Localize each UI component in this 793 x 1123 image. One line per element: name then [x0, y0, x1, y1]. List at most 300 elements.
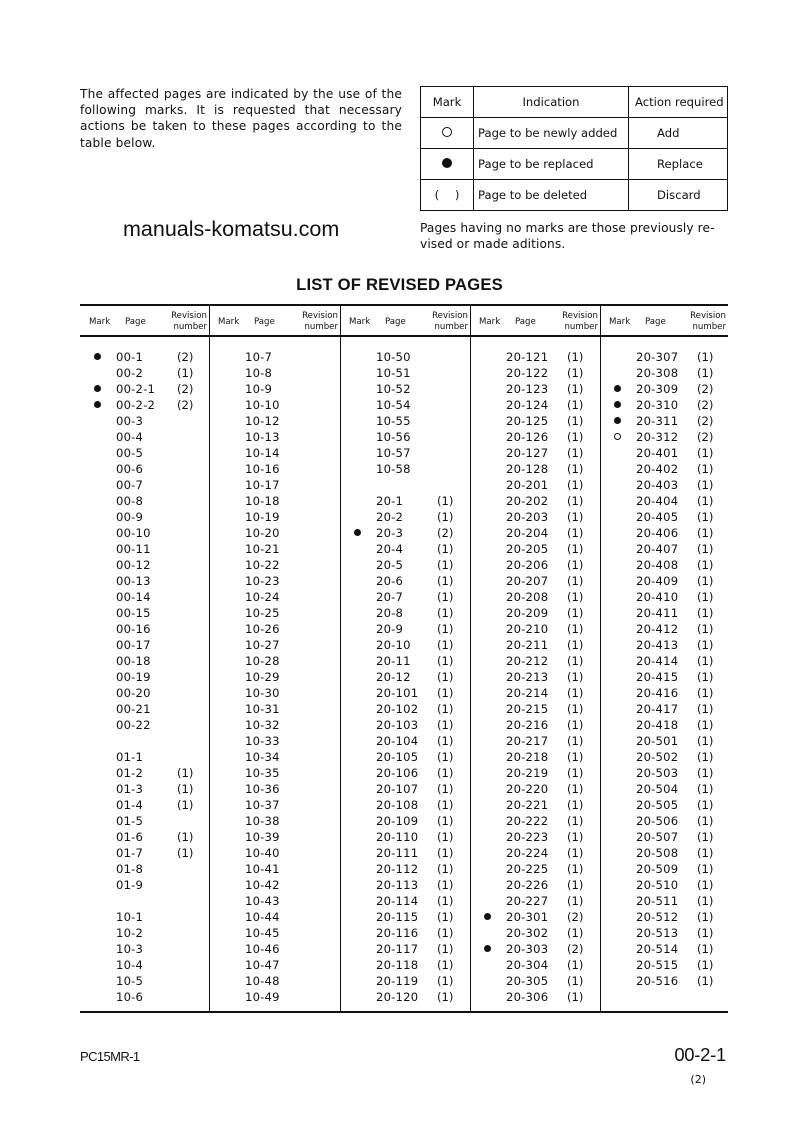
page-cell: 20-303 — [506, 942, 549, 956]
page-cell: 20-227 — [506, 894, 549, 908]
table-row — [600, 557, 728, 573]
mark-cell — [482, 909, 492, 925]
table-row — [470, 429, 600, 445]
page-cell: 20-218 — [506, 750, 549, 764]
revision-cell: (1) — [437, 782, 454, 796]
table-row — [80, 813, 209, 829]
table-row — [470, 909, 600, 925]
header-revision-line1: Revision — [171, 311, 207, 321]
header-page: Page — [645, 317, 666, 327]
revision-cell: (1) — [567, 926, 584, 940]
revision-cell: (1) — [437, 654, 454, 668]
table-row — [80, 781, 209, 797]
table-row — [470, 509, 600, 525]
page-cell: 20-411 — [636, 606, 679, 620]
revision-cell: (1) — [437, 878, 454, 892]
table-row — [340, 589, 470, 605]
table-row — [209, 573, 340, 589]
table-row — [470, 989, 600, 1005]
page-cell: 20-2 — [376, 510, 404, 524]
open-circle-icon — [442, 127, 452, 137]
mark-cell — [92, 349, 102, 365]
revised-pages-table — [80, 304, 728, 1013]
table-row — [209, 349, 340, 365]
page-cell: 00-19 — [116, 670, 151, 684]
table-row — [470, 845, 600, 861]
table-row — [600, 701, 728, 717]
page-cell: 20-418 — [636, 718, 679, 732]
page-cell: 20-214 — [506, 686, 549, 700]
page-cell: 20-220 — [506, 782, 549, 796]
page-cell: 20-205 — [506, 542, 549, 556]
table-row — [209, 637, 340, 653]
table-row — [600, 685, 728, 701]
page-cell: 00-22 — [116, 718, 151, 732]
header-revision — [690, 311, 726, 332]
legend-action: Discard — [629, 180, 728, 211]
table-row — [470, 861, 600, 877]
revision-cell: (1) — [437, 974, 454, 988]
header-mark: Mark — [89, 317, 111, 327]
table-row — [340, 989, 470, 1005]
page-cell: 00-3 — [116, 414, 144, 428]
table-row — [600, 925, 728, 941]
revision-cell: (1) — [697, 910, 714, 924]
table-row — [80, 621, 209, 637]
revision-cell: (1) — [567, 430, 584, 444]
table-row — [470, 541, 600, 557]
page-cell: 20-513 — [636, 926, 679, 940]
revision-cell: (2) — [697, 398, 714, 412]
replace-dot-icon — [354, 529, 361, 536]
mark-cell — [612, 381, 622, 397]
table-row — [340, 461, 470, 477]
page-cell: 10-55 — [376, 414, 411, 428]
page-cell: 10-23 — [245, 574, 280, 588]
legend-row-add — [421, 118, 728, 149]
revision-cell: (1) — [567, 750, 584, 764]
table-row — [600, 461, 728, 477]
revision-cell: (1) — [567, 734, 584, 748]
header-page: Page — [515, 317, 536, 327]
page-cell: 20-107 — [376, 782, 419, 796]
page-cell: 10-47 — [245, 958, 280, 972]
page-cell: 20-407 — [636, 542, 679, 556]
page-cell: 20-416 — [636, 686, 679, 700]
column-group-1 — [80, 306, 210, 1011]
revision-cell: (1) — [177, 830, 194, 844]
legend-indication: Page to be replaced — [474, 149, 629, 180]
replace-dot-icon — [614, 417, 621, 424]
table-row — [600, 429, 728, 445]
header-revision — [302, 311, 338, 332]
table-row — [340, 941, 470, 957]
page-cell: 20-204 — [506, 526, 549, 540]
page-cell: 10-17 — [245, 478, 280, 492]
revision-cell: (1) — [697, 350, 714, 364]
header-revision-line1: Revision — [302, 311, 338, 321]
page-cell: 20-9 — [376, 622, 404, 636]
table-row — [80, 589, 209, 605]
table-row — [470, 637, 600, 653]
table-row — [600, 829, 728, 845]
table-row — [470, 573, 600, 589]
table-row — [340, 861, 470, 877]
page-cell: 10-16 — [245, 462, 280, 476]
replace-dot-icon — [94, 353, 101, 360]
revision-cell: (1) — [567, 542, 584, 556]
table-row — [470, 797, 600, 813]
table-row — [600, 813, 728, 829]
table-row — [80, 429, 209, 445]
revision-cell: (1) — [697, 862, 714, 876]
table-row — [340, 829, 470, 845]
legend-header-row — [421, 87, 728, 118]
page-cell: 10-6 — [116, 990, 144, 1004]
table-row — [600, 781, 728, 797]
replace-dot-icon — [484, 945, 491, 952]
page-cell: 00-7 — [116, 478, 144, 492]
page-cell: 20-124 — [506, 398, 549, 412]
page-cell: 10-42 — [245, 878, 280, 892]
page-cell: 20-127 — [506, 446, 549, 460]
page-cell: 20-217 — [506, 734, 549, 748]
table-row — [600, 797, 728, 813]
page-cell: 20-119 — [376, 974, 419, 988]
table-row — [340, 845, 470, 861]
page-cell: 20-516 — [636, 974, 679, 988]
page-cell: 10-13 — [245, 430, 280, 444]
table-row — [209, 365, 340, 381]
table-row — [470, 717, 600, 733]
legend-header-mark: Mark — [421, 87, 474, 118]
column-group-2 — [209, 306, 341, 1011]
page-cell: 20-515 — [636, 958, 679, 972]
revision-cell: (1) — [437, 734, 454, 748]
header-revision-line2: number — [692, 321, 726, 332]
revision-cell: (2) — [697, 414, 714, 428]
revision-cell: (1) — [437, 958, 454, 972]
page-cell: 20-412 — [636, 622, 679, 636]
table-row — [340, 397, 470, 413]
table-row — [470, 365, 600, 381]
revision-cell: (1) — [697, 574, 714, 588]
revision-cell: (2) — [697, 430, 714, 444]
revision-cell: (1) — [697, 654, 714, 668]
table-row — [340, 493, 470, 509]
page-cell: 10-34 — [245, 750, 280, 764]
page-cell: 20-4 — [376, 542, 404, 556]
table-row — [600, 845, 728, 861]
page-cell: 10-30 — [245, 686, 280, 700]
page-cell: 10-57 — [376, 446, 411, 460]
mark-cell — [612, 397, 622, 413]
revision-cell: (1) — [437, 750, 454, 764]
table-row — [470, 781, 600, 797]
table-row — [470, 669, 600, 685]
page-cell: 10-36 — [245, 782, 280, 796]
page-cell: 20-404 — [636, 494, 679, 508]
table-row — [600, 413, 728, 429]
revision-cell: (1) — [437, 574, 454, 588]
page-cell: 00-5 — [116, 446, 144, 460]
revision-cell: (1) — [697, 878, 714, 892]
page-cell: 20-103 — [376, 718, 419, 732]
revision-cell: (1) — [697, 590, 714, 604]
revision-cell: (1) — [567, 478, 584, 492]
table-row — [340, 733, 470, 749]
page-cell: 20-503 — [636, 766, 679, 780]
table-row — [470, 525, 600, 541]
page-cell: 20-206 — [506, 558, 549, 572]
revision-cell: (1) — [177, 782, 194, 796]
column-group-5 — [600, 306, 728, 1011]
table-row — [209, 765, 340, 781]
table-row — [209, 653, 340, 669]
parentheses-mark: ( ) — [434, 188, 460, 202]
table-row — [470, 877, 600, 893]
marks-legend-table — [420, 86, 728, 211]
header-mark: Mark — [609, 317, 631, 327]
table-row — [600, 669, 728, 685]
page-cell: 20-406 — [636, 526, 679, 540]
table-row — [340, 605, 470, 621]
revision-cell: (1) — [437, 990, 454, 1004]
page-cell: 20-405 — [636, 510, 679, 524]
table-row — [470, 893, 600, 909]
table-row — [80, 509, 209, 525]
legend-mark-parentheses — [421, 180, 474, 211]
table-row — [600, 525, 728, 541]
page-cell: 20-12 — [376, 670, 411, 684]
table-row — [340, 541, 470, 557]
page-cell: 10-24 — [245, 590, 280, 604]
table-row — [209, 541, 340, 557]
table-row — [80, 893, 209, 909]
table-row — [80, 877, 209, 893]
table-row — [209, 669, 340, 685]
page-cell: 20-301 — [506, 910, 549, 924]
table-row — [470, 445, 600, 461]
page-cell: 20-302 — [506, 926, 549, 940]
table-row — [80, 397, 209, 413]
table-row — [80, 749, 209, 765]
page-cell: 20-108 — [376, 798, 419, 812]
revision-cell: (1) — [697, 526, 714, 540]
table-row — [80, 685, 209, 701]
page-cell: 00-15 — [116, 606, 151, 620]
revision-cell: (1) — [177, 366, 194, 380]
table-row — [470, 749, 600, 765]
legend-row-replace — [421, 149, 728, 180]
table-row — [470, 413, 600, 429]
table-row — [80, 733, 209, 749]
page-cell: 01-6 — [116, 830, 144, 844]
table-row — [209, 381, 340, 397]
table-row — [80, 845, 209, 861]
page-cell: 20-105 — [376, 750, 419, 764]
table-row — [470, 957, 600, 973]
table-row — [209, 717, 340, 733]
page-cell: 00-2 — [116, 366, 144, 380]
table-row — [600, 349, 728, 365]
footer-page-number: 00-2-1 — [674, 1044, 726, 1065]
table-row — [340, 429, 470, 445]
rows — [209, 337, 340, 1005]
page-cell: 10-26 — [245, 622, 280, 636]
table-row — [80, 637, 209, 653]
table-row — [340, 381, 470, 397]
page-cell: 20-511 — [636, 894, 679, 908]
revision-cell: (1) — [567, 638, 584, 652]
table-row — [600, 621, 728, 637]
page-cell: 20-413 — [636, 638, 679, 652]
revision-cell: (1) — [437, 894, 454, 908]
table-row — [340, 749, 470, 765]
table-row — [209, 973, 340, 989]
legend-indication: Page to be deleted — [474, 180, 629, 211]
page-cell: 20-210 — [506, 622, 549, 636]
revision-cell: (1) — [567, 862, 584, 876]
page-cell: 00-18 — [116, 654, 151, 668]
revision-cell: (1) — [567, 574, 584, 588]
revision-cell: (1) — [567, 590, 584, 604]
revision-cell: (1) — [567, 350, 584, 364]
revision-cell: (1) — [567, 606, 584, 620]
revision-cell: (1) — [567, 894, 584, 908]
revision-cell: (1) — [697, 478, 714, 492]
mark-cell — [92, 397, 102, 413]
page-cell: 00-2-2 — [116, 398, 156, 412]
table-row — [80, 573, 209, 589]
replace-dot-icon — [484, 913, 491, 920]
page-cell: 10-1 — [116, 910, 144, 924]
page-cell: 10-54 — [376, 398, 411, 412]
page-cell: 00-20 — [116, 686, 151, 700]
revision-cell: (1) — [567, 878, 584, 892]
page-cell: 20-104 — [376, 734, 419, 748]
revision-cell: (1) — [567, 414, 584, 428]
revision-cell: (2) — [697, 382, 714, 396]
revision-cell: (1) — [567, 702, 584, 716]
page-cell: 10-43 — [245, 894, 280, 908]
page-cell: 20-115 — [376, 910, 419, 924]
page-cell: 01-7 — [116, 846, 144, 860]
revision-cell: (1) — [437, 670, 454, 684]
page-cell: 20-226 — [506, 878, 549, 892]
table-row — [600, 717, 728, 733]
header-revision-line1: Revision — [690, 311, 726, 321]
table-row — [80, 957, 209, 973]
revision-cell: (1) — [567, 494, 584, 508]
column-header — [470, 306, 600, 337]
table-row — [340, 701, 470, 717]
revision-cell: (1) — [437, 638, 454, 652]
table-row — [209, 397, 340, 413]
page-cell: 10-58 — [376, 462, 411, 476]
legend-header-action: Action required — [629, 87, 728, 118]
revision-cell: (1) — [567, 510, 584, 524]
table-row — [340, 637, 470, 653]
mark-cell — [612, 413, 622, 429]
page-cell: 20-208 — [506, 590, 549, 604]
table-row — [80, 909, 209, 925]
page-cell: 20-224 — [506, 846, 549, 860]
header-revision — [562, 311, 598, 332]
table-row — [80, 653, 209, 669]
page-cell: 20-501 — [636, 734, 679, 748]
page-cell: 20-507 — [636, 830, 679, 844]
page-cell: 20-215 — [506, 702, 549, 716]
page-cell: 10-12 — [245, 414, 280, 428]
table-row — [80, 445, 209, 461]
table-row — [340, 669, 470, 685]
page-cell: 10-32 — [245, 718, 280, 732]
header-revision-line1: Revision — [432, 311, 468, 321]
table-row — [80, 989, 209, 1005]
table-row — [470, 685, 600, 701]
table-row — [600, 653, 728, 669]
table-row — [209, 861, 340, 877]
header-revision — [171, 311, 207, 332]
header-revision-line2: number — [564, 321, 598, 332]
page-cell: 20-201 — [506, 478, 549, 492]
page-cell: 20-508 — [636, 846, 679, 860]
page-cell: 20-122 — [506, 366, 549, 380]
page-cell: 10-2 — [116, 926, 144, 940]
revision-cell: (1) — [697, 846, 714, 860]
page-cell: 20-414 — [636, 654, 679, 668]
page-cell: 01-9 — [116, 878, 144, 892]
page-cell: 20-509 — [636, 862, 679, 876]
page-cell: 20-504 — [636, 782, 679, 796]
page-cell: 10-33 — [245, 734, 280, 748]
table-row — [600, 941, 728, 957]
page-cell: 20-125 — [506, 414, 549, 428]
page-cell: 20-5 — [376, 558, 404, 572]
page-cell: 00-12 — [116, 558, 151, 572]
table-row — [340, 349, 470, 365]
page-cell: 20-106 — [376, 766, 419, 780]
page-cell: 10-46 — [245, 942, 280, 956]
page-cell: 10-28 — [245, 654, 280, 668]
page-cell: 10-45 — [245, 926, 280, 940]
table-row — [470, 813, 600, 829]
page-cell: 10-21 — [245, 542, 280, 556]
table-row — [600, 509, 728, 525]
revision-cell: (1) — [567, 462, 584, 476]
table-row — [470, 973, 600, 989]
page-cell: 20-8 — [376, 606, 404, 620]
revision-cell: (1) — [567, 366, 584, 380]
revision-cell: (1) — [697, 750, 714, 764]
page-cell: 00-11 — [116, 542, 151, 556]
page-cell: 00-4 — [116, 430, 144, 444]
table-row — [209, 829, 340, 845]
table-row — [209, 909, 340, 925]
page-cell: 20-213 — [506, 670, 549, 684]
table-row — [340, 525, 470, 541]
revision-cell: (1) — [177, 846, 194, 860]
table-row — [470, 701, 600, 717]
legend-note: Pages having no marks are those previously re-vised or made aditions. — [420, 221, 715, 251]
revision-cell: (1) — [697, 462, 714, 476]
table-row — [470, 829, 600, 845]
revision-cell: (1) — [437, 558, 454, 572]
revision-cell: (1) — [697, 366, 714, 380]
page-cell: 20-306 — [506, 990, 549, 1004]
table-row — [209, 477, 340, 493]
